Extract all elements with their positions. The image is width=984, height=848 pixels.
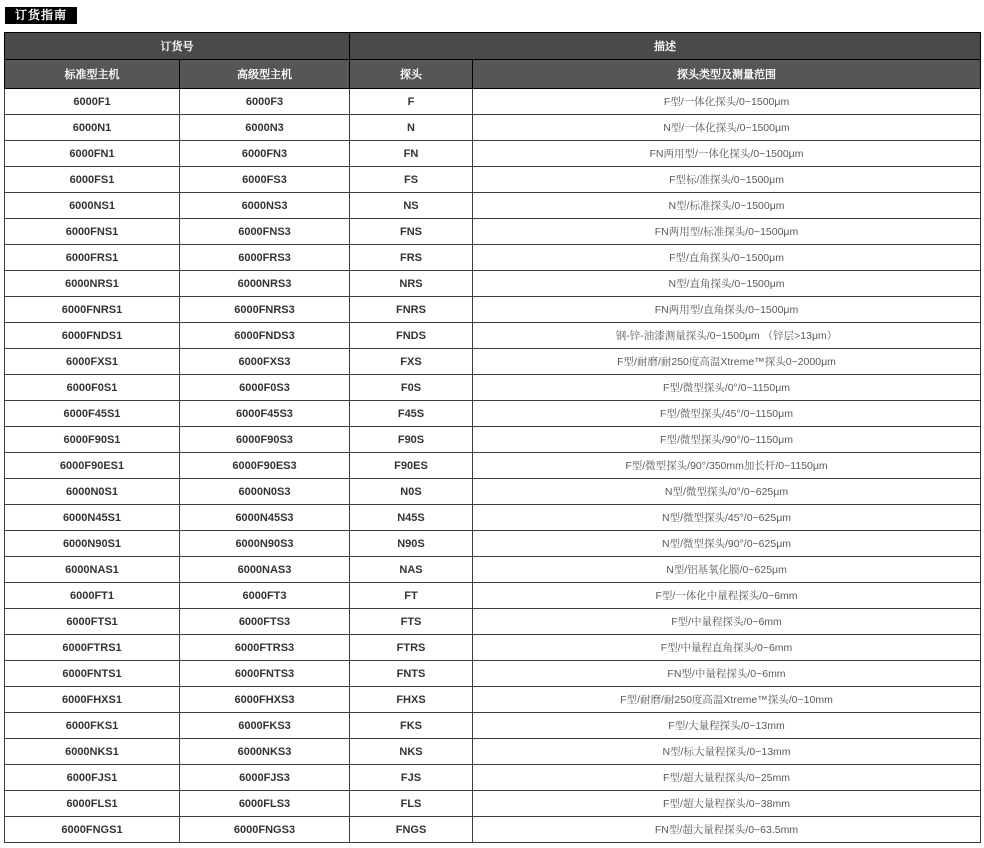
cell-advanced-host: 6000FXS3 xyxy=(180,349,350,375)
cell-advanced-host: 6000FNRS3 xyxy=(180,297,350,323)
cell-description: 钢-锌-油漆测量探头/0~1500μm （锌层>13μm） xyxy=(473,323,981,349)
cell-standard-host: 6000FXS1 xyxy=(5,349,180,375)
cell-standard-host: 6000NS1 xyxy=(5,193,180,219)
table-row xyxy=(5,271,981,297)
cell-advanced-host: 6000NS3 xyxy=(180,193,350,219)
cell-probe: NRS xyxy=(350,271,473,297)
cell-description: N型/标大量程探头/0~13mm xyxy=(473,739,981,765)
cell-description: F型/一体化探头/0~1500μm xyxy=(473,89,981,115)
cell-probe: NAS xyxy=(350,557,473,583)
cell-standard-host: 6000FJS1 xyxy=(5,765,180,791)
cell-probe: FKS xyxy=(350,713,473,739)
cell-description: F型/微型探头/90°/0~1150μm xyxy=(473,427,981,453)
table-row xyxy=(5,297,981,323)
cell-advanced-host: 6000FN3 xyxy=(180,141,350,167)
cell-standard-host: 6000NKS1 xyxy=(5,739,180,765)
cell-advanced-host: 6000FNTS3 xyxy=(180,661,350,687)
cell-standard-host: 6000FHXS1 xyxy=(5,687,180,713)
table-row xyxy=(5,739,981,765)
table-row xyxy=(5,453,981,479)
cell-advanced-host: 6000FTRS3 xyxy=(180,635,350,661)
cell-advanced-host: 6000FKS3 xyxy=(180,713,350,739)
table-row xyxy=(5,167,981,193)
cell-probe: FNTS xyxy=(350,661,473,687)
table-row xyxy=(5,427,981,453)
cell-description: F型/微型探头/90°/350mm加长杆/0~1150μm xyxy=(473,453,981,479)
cell-standard-host: 6000FTS1 xyxy=(5,609,180,635)
cell-standard-host: 6000N45S1 xyxy=(5,505,180,531)
cell-advanced-host: 6000N45S3 xyxy=(180,505,350,531)
cell-probe: N45S xyxy=(350,505,473,531)
cell-probe: FNGS xyxy=(350,817,473,843)
cell-description: F型/大量程探头/0~13mm xyxy=(473,713,981,739)
cell-probe: F xyxy=(350,89,473,115)
cell-description: F型/微型探头/0°/0~1150μm xyxy=(473,375,981,401)
table-row xyxy=(5,531,981,557)
cell-standard-host: 6000FNTS1 xyxy=(5,661,180,687)
cell-standard-host: 6000NAS1 xyxy=(5,557,180,583)
cell-description: N型/微型探头/45°/0~625μm xyxy=(473,505,981,531)
cell-advanced-host: 6000FLS3 xyxy=(180,791,350,817)
cell-standard-host: 6000FNRS1 xyxy=(5,297,180,323)
cell-standard-host: 6000NRS1 xyxy=(5,271,180,297)
cell-probe: FT xyxy=(350,583,473,609)
cell-advanced-host: 6000FTS3 xyxy=(180,609,350,635)
cell-description: F型/一体化中量程探头/0~6mm xyxy=(473,583,981,609)
cell-standard-host: 6000FLS1 xyxy=(5,791,180,817)
column-header-standard-host: 标准型主机 xyxy=(5,60,180,89)
cell-advanced-host: 6000NKS3 xyxy=(180,739,350,765)
cell-description: F型/中量程探头/0~6mm xyxy=(473,609,981,635)
cell-description: N型/微型探头/0°/0~625μm xyxy=(473,479,981,505)
cell-standard-host: 6000F90S1 xyxy=(5,427,180,453)
cell-standard-host: 6000FNGS1 xyxy=(5,817,180,843)
cell-advanced-host: 6000FT3 xyxy=(180,583,350,609)
cell-description: F型/直角探头/0~1500μm xyxy=(473,245,981,271)
cell-advanced-host: 6000FRS3 xyxy=(180,245,350,271)
cell-standard-host: 6000FN1 xyxy=(5,141,180,167)
cell-advanced-host: 6000N3 xyxy=(180,115,350,141)
cell-standard-host: 6000F0S1 xyxy=(5,375,180,401)
cell-probe: FNRS xyxy=(350,297,473,323)
cell-description: F型/微型探头/45°/0~1150μm xyxy=(473,401,981,427)
cell-standard-host: 6000FS1 xyxy=(5,167,180,193)
table-row xyxy=(5,609,981,635)
cell-standard-host: 6000FNDS1 xyxy=(5,323,180,349)
cell-advanced-host: 6000F0S3 xyxy=(180,375,350,401)
cell-advanced-host: 6000NRS3 xyxy=(180,271,350,297)
cell-probe: FNDS xyxy=(350,323,473,349)
table-row xyxy=(5,479,981,505)
header-group-order-number: 订货号 xyxy=(5,33,350,60)
table-row xyxy=(5,349,981,375)
cell-description: FN两用型/直角探头/0~1500μm xyxy=(473,297,981,323)
cell-probe: FN xyxy=(350,141,473,167)
cell-standard-host: 6000F45S1 xyxy=(5,401,180,427)
cell-probe: F45S xyxy=(350,401,473,427)
table-row xyxy=(5,817,981,843)
cell-probe: F90S xyxy=(350,427,473,453)
cell-probe: FJS xyxy=(350,765,473,791)
column-header-probe-type-range: 探头类型及测量范围 xyxy=(473,60,981,89)
cell-standard-host: 6000FNS1 xyxy=(5,219,180,245)
cell-advanced-host: 6000N0S3 xyxy=(180,479,350,505)
cell-advanced-host: 6000F90S3 xyxy=(180,427,350,453)
column-header-advanced-host: 高级型主机 xyxy=(180,60,350,89)
table-row xyxy=(5,505,981,531)
cell-description: F型标/准探头/0~1500μm xyxy=(473,167,981,193)
table-row xyxy=(5,687,981,713)
column-header-probe: 探头 xyxy=(350,60,473,89)
cell-probe: N90S xyxy=(350,531,473,557)
cell-standard-host: 6000FKS1 xyxy=(5,713,180,739)
cell-description: F型/耐磨/耐250度高温Xtreme™探头0~2000μm xyxy=(473,349,981,375)
table-row xyxy=(5,791,981,817)
cell-probe: FNS xyxy=(350,219,473,245)
table-body xyxy=(5,89,981,843)
cell-standard-host: 6000N1 xyxy=(5,115,180,141)
cell-description: N型/直角探头/0~1500μm xyxy=(473,271,981,297)
cell-description: F型/超大量程探头/0~25mm xyxy=(473,765,981,791)
cell-description: FN型/超大量程探头/0~63.5mm xyxy=(473,817,981,843)
cell-description: N型/铝基氧化膜/0~625μm xyxy=(473,557,981,583)
cell-description: N型/一体化探头/0~1500μm xyxy=(473,115,981,141)
cell-standard-host: 6000N0S1 xyxy=(5,479,180,505)
table-row xyxy=(5,635,981,661)
cell-probe: FS xyxy=(350,167,473,193)
table-row xyxy=(5,141,981,167)
cell-advanced-host: 6000FHXS3 xyxy=(180,687,350,713)
cell-standard-host: 6000N90S1 xyxy=(5,531,180,557)
cell-standard-host: 6000F1 xyxy=(5,89,180,115)
cell-advanced-host: 6000FJS3 xyxy=(180,765,350,791)
table-row xyxy=(5,219,981,245)
table-row xyxy=(5,323,981,349)
cell-advanced-host: 6000F3 xyxy=(180,89,350,115)
cell-standard-host: 6000F90ES1 xyxy=(5,453,180,479)
cell-advanced-host: 6000F90ES3 xyxy=(180,453,350,479)
table-header xyxy=(5,33,981,89)
cell-probe: FRS xyxy=(350,245,473,271)
cell-probe: F90ES xyxy=(350,453,473,479)
cell-probe: FXS xyxy=(350,349,473,375)
table-row xyxy=(5,557,981,583)
cell-standard-host: 6000FRS1 xyxy=(5,245,180,271)
cell-probe: N xyxy=(350,115,473,141)
cell-advanced-host: 6000N90S3 xyxy=(180,531,350,557)
cell-advanced-host: 6000NAS3 xyxy=(180,557,350,583)
cell-advanced-host: 6000FS3 xyxy=(180,167,350,193)
cell-description: F型/超大量程探头/0~38mm xyxy=(473,791,981,817)
table-row xyxy=(5,193,981,219)
page-title: 订货指南 xyxy=(5,7,77,24)
cell-description: FN型/中量程探头/0~6mm xyxy=(473,661,981,687)
cell-description: FN两用型/一体化探头/0~1500μm xyxy=(473,141,981,167)
table-row xyxy=(5,661,981,687)
header-group-description: 描述 xyxy=(350,33,981,60)
cell-description: N型/微型探头/90°/0~625μm xyxy=(473,531,981,557)
cell-description: F型/耐磨/耐250度高温Xtreme™探头/0~10mm xyxy=(473,687,981,713)
table-row xyxy=(5,245,981,271)
table-row xyxy=(5,89,981,115)
cell-description: FN两用型/标准探头/0~1500μm xyxy=(473,219,981,245)
cell-standard-host: 6000FT1 xyxy=(5,583,180,609)
cell-probe: FHXS xyxy=(350,687,473,713)
table-row xyxy=(5,713,981,739)
table-row xyxy=(5,115,981,141)
cell-probe: FTS xyxy=(350,609,473,635)
cell-advanced-host: 6000FNGS3 xyxy=(180,817,350,843)
cell-advanced-host: 6000FNDS3 xyxy=(180,323,350,349)
cell-advanced-host: 6000FNS3 xyxy=(180,219,350,245)
cell-probe: NS xyxy=(350,193,473,219)
cell-probe: FTRS xyxy=(350,635,473,661)
table-row xyxy=(5,583,981,609)
table-row xyxy=(5,401,981,427)
cell-advanced-host: 6000F45S3 xyxy=(180,401,350,427)
ordering-guide-table xyxy=(4,32,981,843)
cell-description: N型/标准探头/0~1500μm xyxy=(473,193,981,219)
cell-probe: NKS xyxy=(350,739,473,765)
cell-probe: F0S xyxy=(350,375,473,401)
table-row xyxy=(5,375,981,401)
cell-standard-host: 6000FTRS1 xyxy=(5,635,180,661)
table-row xyxy=(5,765,981,791)
cell-probe: FLS xyxy=(350,791,473,817)
cell-probe: N0S xyxy=(350,479,473,505)
cell-description: F型/中量程直角探头/0~6mm xyxy=(473,635,981,661)
